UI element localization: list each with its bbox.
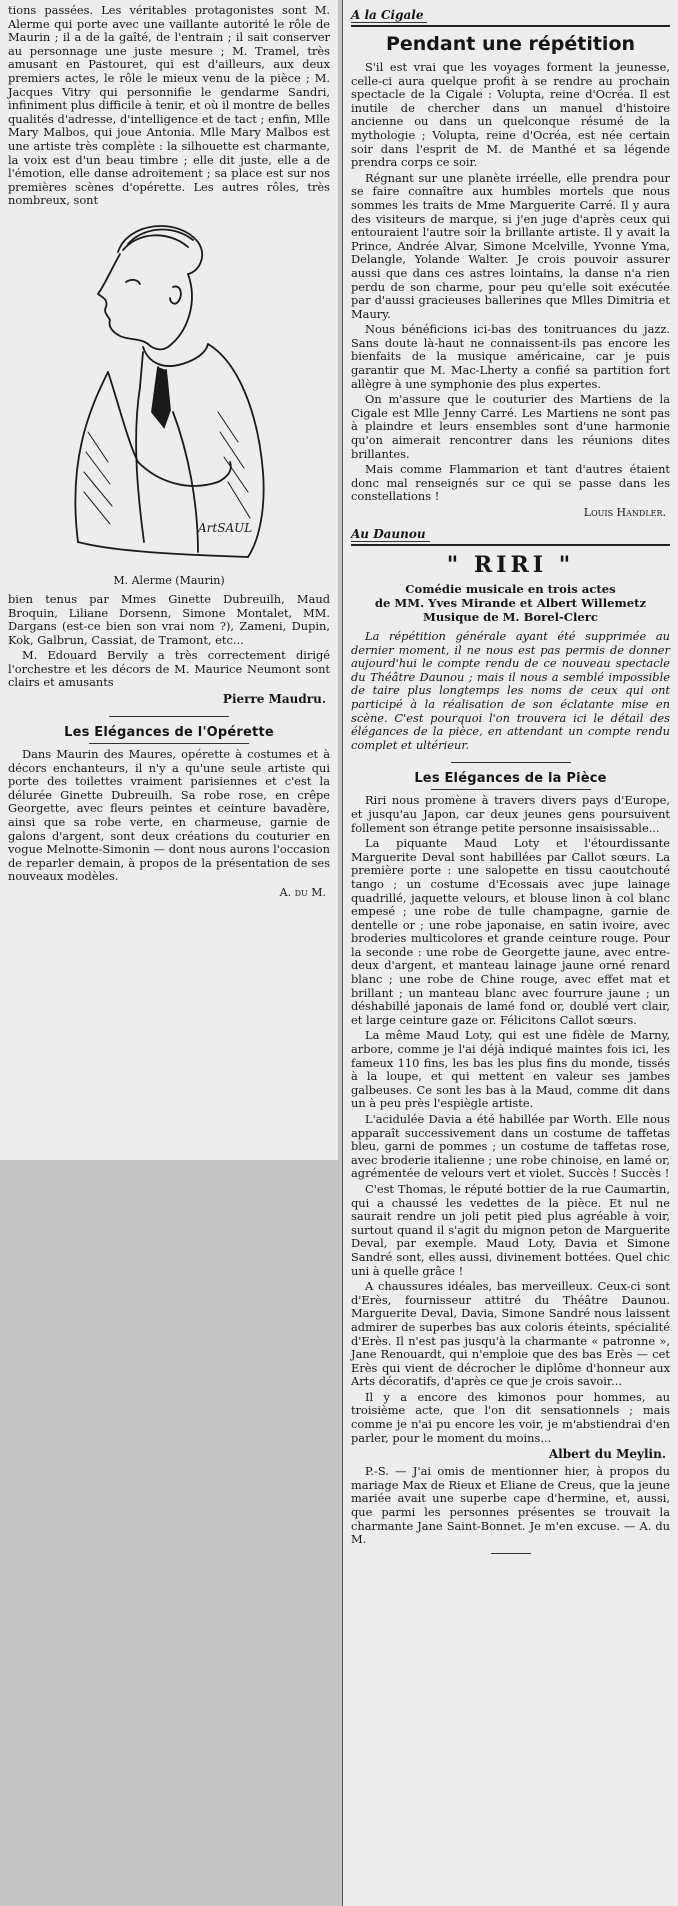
right-column xyxy=(342,0,678,1906)
left-column xyxy=(0,0,338,1160)
operette-elegance-paragraph: Dans Maurin des Maures, opérette à costumes et à décors enchanteurs, il n'y a qu'une seule artiste qui porte des toilettes vraiment parisiennes et c'est la délurée Ginette Dubreuilh. Sa robe rose, en crêpe Georgette, avec fleurs peintes et ceinture bavadère, ainsi que sa robe verte, en charmeuse, garnie de galons d'argent, sont deux créations du couturier en vogue Melnotte-Simonin — dont nous aurons l'occasion de reparler demain, à propos de la présentation de ses nouveaux modèles. xyxy=(8,747,330,884)
piece-paragraph-6: A chaussures idéales, bas merveilleux. Ceux-ci sont d'Erès, fournisseur attitré du Théâtre Daunou. Marguerite Deval, Davia, Simone Sandré nous laissent admirer de superbes bas aux coloris éteints, spécialité d'Erès. Il n'est pas jusqu'à la charmante « patronne », Jane Renouardt, qui n'emploie que des bas Erès — cet Erès qui vient de décrocher le diplôme d'honneur aux Arts décoratifs, d'après ce que je crois savoir... xyxy=(351,1279,670,1389)
section-title-operette-text: Les Elégances de l'Opérette xyxy=(64,725,274,741)
piece-paragraph-7: Il y a encore des kimonos pour hommes, au troisième acte, que l'on dit sensationnels ; mais comme je n'ai pu encore les voir, je m'abstiendrai d'en parler, pour le moment du moins... xyxy=(351,1389,670,1445)
left-signature: Pierre Maudru. xyxy=(222,692,326,707)
cigale-paragraph-5: Mais comme Flammarion et tant d'autres étaient donc mal renseignés sur ce qui se passe dans les constellations ! xyxy=(351,462,670,504)
cigale-paragraph-1: S'il est vrai que les voyages forment la jeunesse, celle-ci aura quelque profit à se rendre au prochain spectacle de la Cigale : Volupta, reine d'Ocréa. Il est inutile de chercher dans un manuel d'histoire ancienne ou dans un quelconque résumé de la mythologie ; Volupta, reine d'Ocréa, est née certain soir dans l'esprit de M. de Manthé et sa légende prendra corps ce soir. xyxy=(351,60,670,170)
piece-signature: Albert du Meylin. xyxy=(548,1447,666,1462)
ps-paragraph: P.-S. — J'ai omis de mentionner hier, à propos du mariage Max de Rieux et Eliane de Creus, que la jeune mariée avait une superbe cape d'hermine, et, aussi, que parmi les personnes présentes se trouvait la charmante Jane Saint-Bonnet. Je m'en excuse. — A. du M. xyxy=(351,1464,670,1547)
illustration-signature: ArtSAUL xyxy=(198,520,253,535)
piece-paragraph-3: La même Maud Loty, qui est une fidèle de Marny, arbore, comme je l'ai déjà indiqué maintes fois ici, les fameux 110 fins, les bas les plus fins du monde, tissés à la loupe, et qui mettent en valeur ses jambes galbeuses. Ce sont les bas à la Maud, comme dit dans un à peu près l'espiègle artiste. xyxy=(351,1028,670,1111)
headline-riri: " RIRI " xyxy=(446,552,575,578)
piece-paragraph-4: L'acidulée Davia a été habillée par Worth. Elle nous apparaît successivement dans un costume de taffetas bleu, garni de pommes ; un costume de taffetas rose, avec broderie italienne ; une robe chinoise, en lamé or, agrémentée de velours vert et violet. Succès ! Succès ! xyxy=(351,1112,670,1181)
divider xyxy=(109,716,229,717)
cigale-paragraph-3: Nous bénéficions ici-bas des tonitruances du jazz. Sans doute là-haut ne connaissent-ils pas encore les bienfaits de la musique américaine, car je puis garantir que M. Mac-Lherty a confié sa partition fort allègre à une symphonie des plus expertes. xyxy=(351,322,670,391)
kicker-cigale-bar xyxy=(351,4,670,27)
section-title-piece xyxy=(351,771,670,790)
headline-repetition: Pendant une répétition xyxy=(385,33,636,55)
cigale-paragraph-4: On m'assure que le couturier des Martiens de la Cigale est Mlle Jenny Carré. Les Martiens ne sont pas à plaindre et leurs ensembles sont d'une harmonie qu'on aimerait rencontrer dans les réunions dites brillantes. xyxy=(351,392,670,461)
riri-intro-paragraph: La répétition générale ayant été supprimée au dernier moment, il ne nous est pas permis de donner aujourd'hui le compte rendu de ce nouveau spectacle du Théâtre Daunou ; mais il nous a semblé impossible de taire plus longtemps les noms de ceux qui ont participé à la réalisation de son éclatante mise en scène. C'est pourquoi l'on trouvera ici le détail des élégances de la pièce, en attendant un compte rendu complet et ultérieur. xyxy=(351,629,670,752)
piece-paragraph-2: La piquante Maud Loty et l'étourdissante Marguerite Deval sont habillées par Callot sœurs. La première porte : une salopette en tissu caoutchouté tango ; un costume d'Ecossais avec jupe lainage quadrillé, jaquette velours, et blouse linon à col blanc empesé ; une robe de tulle champagne, garnie de dentelle or ; une robe japonaise, en satin ivoire, avec broderies multicolores et grande ceinture rouge. Pour la seconde : une robe de Georgette jaune, avec entre-deux d'argent, et manteau lainage jaune orné renard blanc ; une robe de Chine rouge, avec effet mat et brillant ; un manteau blanc avec fourrure jaune ; un déshabillé japonais de lamé fond or, doublé vert clair, et large ceinture gaze or. Félicitons Callot sœurs. xyxy=(351,836,670,1027)
cigale-signature: Louis Handler. xyxy=(583,506,666,519)
illustration-caption: M. Alerme (Maurin) xyxy=(113,573,225,587)
section-title-piece-text: Les Elégances de la Pièce xyxy=(414,771,607,787)
alerme-illustration xyxy=(8,212,330,572)
piece-paragraph-1: Riri nous promène à travers divers pays d'Europe, et jusqu'au Japon, car deux jeunes gens poursuivent follement son étrange petite personne insaisissable... xyxy=(351,793,670,835)
divider-right xyxy=(451,762,571,763)
riri-subhead-1: Comédie musicale en trois actes xyxy=(405,582,616,596)
kicker-daunou-bar xyxy=(351,523,670,546)
caricature-drawing xyxy=(48,212,278,562)
section-title-underline xyxy=(89,743,249,744)
riri-subhead-2: de MM. Yves Mirande et Albert Willemetz xyxy=(374,596,647,610)
kicker-cigale: A la Cigale xyxy=(351,8,427,23)
section-title-piece-underline xyxy=(431,789,591,790)
left-after-paragraph-1: bien tenus par Mmes Ginette Dubreuilh, Maud Broquin, Liliane Dorsenn, Simone Montalet, MM. Dargans (est-ce bien son vrai nom ?), Zameni, Dupin, Kok, Galbrun, Cassiat, de Tramont, etc... xyxy=(8,591,330,647)
left-after-paragraph-2: M. Edouard Bervily a très correctement dirigé l'orchestre et les décors de M. Maurice Neumont sont clairs et amusants xyxy=(8,648,330,690)
section-title-operette xyxy=(8,725,330,744)
operette-elegance-signature: A. du M. xyxy=(279,886,326,899)
left-top-paragraph: tions passées. Les véritables protagonistes sont M. Alerme qui porte avec une vaillante autorité le rôle de Maurin ; il a de la gaîté, de l'entrain ; il sait conserver au personnage une juste mesure ; M. Tramel, très amusant en Pastouret, qui est d'ailleurs, aux deux premiers actes, le rôle le mieux venu de la pièce ; M. Jacques Vitry qui personnifie le gendarme Sandri, infiniment plus difficile à tenir, et où il montre de belles qualités d'adresse, d'intelligence et de tact ; enfin, Mlle Mary Malbos, qui joue Antonia. Mlle Mary Malbos est une artiste très complète : la silhouette est charmante, la voix est d'un beau timbre ; elle dit juste, elle a de l'émotion, elle danse adroitement ; sa place est sur nos premières scènes d'opérette. Les autres rôles, très nombreux, sont xyxy=(8,3,330,208)
piece-paragraph-5: C'est Thomas, le réputé bottier de la rue Caumartin, qui a chaussé les vedettes de la pièce. Et nul ne saurait rendre un joli petit pied plus agréable à voir, surtout quand il s'agit du mignon peton de Marguerite Deval, par exemple. Maud Loty, Davia et Simone Sandré sont, elles aussi, divinement bottées. Quel chic uni à quelle grâce ! xyxy=(351,1181,670,1278)
riri-subhead-3: Musique de M. Borel-Clerc xyxy=(423,610,598,624)
kicker-daunou: Au Daunou xyxy=(351,527,430,542)
end-rule xyxy=(491,1553,531,1554)
riri-intro xyxy=(351,630,670,752)
cigale-paragraph-2: Régnant sur une planète irréelle, elle prendra pour se faire connaître aux humbles mortels que nous sommes les traits de Mme Marguerite Carré. Il y aura des visiteurs de marque, si j'en juge d'après ceux qui entouraient l'autre soir la brillante artiste. Il y avait la Prince, Andrée Alvar, Simone Mcelville, Yvonne Yma, Delangle, Yolande Walter. Je crois pouvoir assurer aussi que dans ces astres lointains, la danse n'a rien perdu de son charme, pour peu qu'elle soit exécutée par d'aussi gracieuses ballerines que Mlles Dimitria et Maury. xyxy=(351,170,670,321)
